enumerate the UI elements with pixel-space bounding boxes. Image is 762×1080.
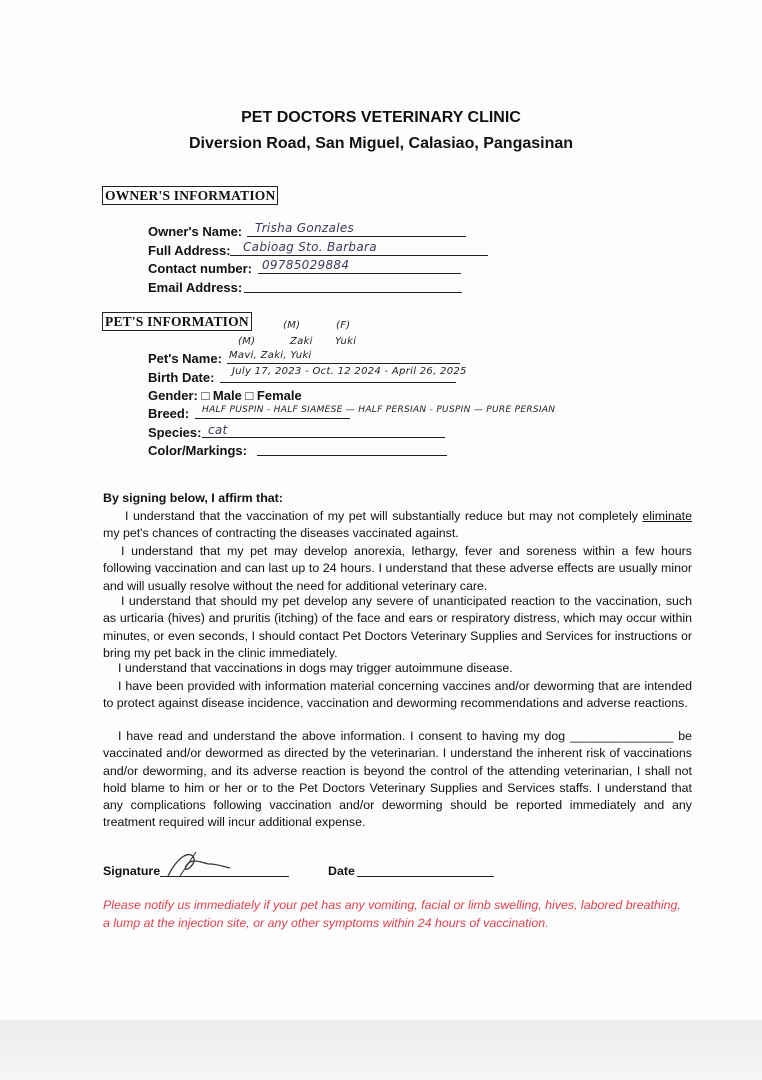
consent-paragraph-1: I understand that the vaccination of my pet will substantially reduce but may not completely eliminate my pet's chances of contracting the diseases vaccinated against.	[103, 509, 692, 541]
email-label: Email Address:	[148, 280, 243, 295]
sex-note-3: (F)	[336, 320, 351, 331]
consent-paragraph-5: I have been provided with information material concerning vaccines and/or deworming that are intended to protect against disease incidence, vaccination and deworming recommendations and adverse reactions.	[103, 679, 692, 711]
clinic-address: Diversion Road, San Miguel, Calasiao, Pangasinan	[188, 135, 574, 152]
consent-paragraph-3: I understand that should my pet develop any severe of unanticipated reaction to the vaccination, such as urticaria (hives) and pruritis (itching) of the face and ears or respiratory distress, which may occur within minutes, or even seconds, I should contact Pet Doctors Veterinary Supplies and Services for instructions or bring my pet back in the clinic immediately.	[103, 594, 692, 660]
pet-name-label: Pet's Name:	[148, 351, 222, 366]
eliminate-underlined: eliminate	[642, 509, 692, 523]
consent-paragraph-4: I understand that vaccinations in dogs may trigger autoimmune disease.	[118, 661, 513, 675]
consent-paragraph-2: I understand that my pet may develop anorexia, lethargy, fever and soreness within a few hours following vaccination and can last up to 24 hours. I understand that these adverse effects are usually minor and will usually resolve without the need for additional veterinary care.	[103, 544, 692, 593]
address-value: Cabioag Sto. Barbara	[243, 240, 377, 254]
email-line	[244, 278, 462, 293]
owner-name-label: Owner's Name:	[148, 224, 243, 239]
owner-name-value: Trisha Gonzales	[255, 221, 355, 235]
breed-label: Breed:	[148, 406, 190, 421]
signature-label: Signature	[103, 864, 161, 878]
consent-paragraph-6: I have read and understand the above information. I consent to having my dog _______________ be vaccinated and/or dewormed as directed by the veterinarian. I understand the inherent risk of vaccinations and/or deworming, and its adverse reaction is beyond the control of the attending veterinarian, I shall not hold blame to him or her or to the Pet Doctors Veterinary Supplies and Services staffs. I understand that any complications following vaccination and/or deworming should be reported immediately and any treatment required will incur additional expense.	[103, 729, 692, 830]
breed-value: HALF PUSPIN - HALF SIAMESE — HALF PERSIAN - PUSPIN — PURE PERSIAN	[202, 405, 556, 415]
color-markings-line	[257, 441, 447, 456]
date-label: Date	[328, 864, 355, 878]
species-label: Species:	[148, 425, 202, 440]
address-label: Full Address:	[148, 243, 231, 258]
contact-label: Contact number:	[148, 261, 252, 276]
pet-name-above-zaki: Zaki	[290, 336, 313, 347]
date-line	[357, 862, 494, 877]
sex-note-2: (M)	[238, 336, 256, 347]
owner-section-heading: OWNER'S INFORMATION	[102, 186, 278, 205]
consent-intro: By signing below, I affirm that:	[103, 491, 283, 505]
species-line	[202, 423, 445, 438]
clinic-name: PET DOCTORS VETERINARY CLINIC	[241, 109, 521, 126]
species-value: cat	[208, 423, 228, 437]
gender-label: Gender: □ Male □ Female	[148, 388, 302, 403]
pet-name-above-yuki: Yuki	[335, 336, 357, 347]
sex-note-1: (M)	[283, 320, 301, 331]
birth-date-label: Birth Date:	[148, 370, 215, 385]
contact-value: 09785029884	[262, 258, 350, 272]
signature-scribble	[160, 846, 240, 880]
scan-bottom-margin	[0, 1020, 762, 1080]
pet-section-heading: PET'S INFORMATION	[102, 312, 252, 331]
color-markings-label: Color/Markings:	[148, 443, 247, 458]
birth-date-value: July 17, 2023 - Oct. 12 2024 - April 26, 2025	[232, 366, 467, 377]
pet-name-value: Mavi, Zaki, Yuki	[229, 350, 312, 361]
post-vaccination-warning: Please notify us immediately if your pet has any vomiting, facial or limb swelling, hives, labored breathing, a lump at the injection site, or any other symptoms within 24 hours of vaccination.	[103, 898, 681, 930]
